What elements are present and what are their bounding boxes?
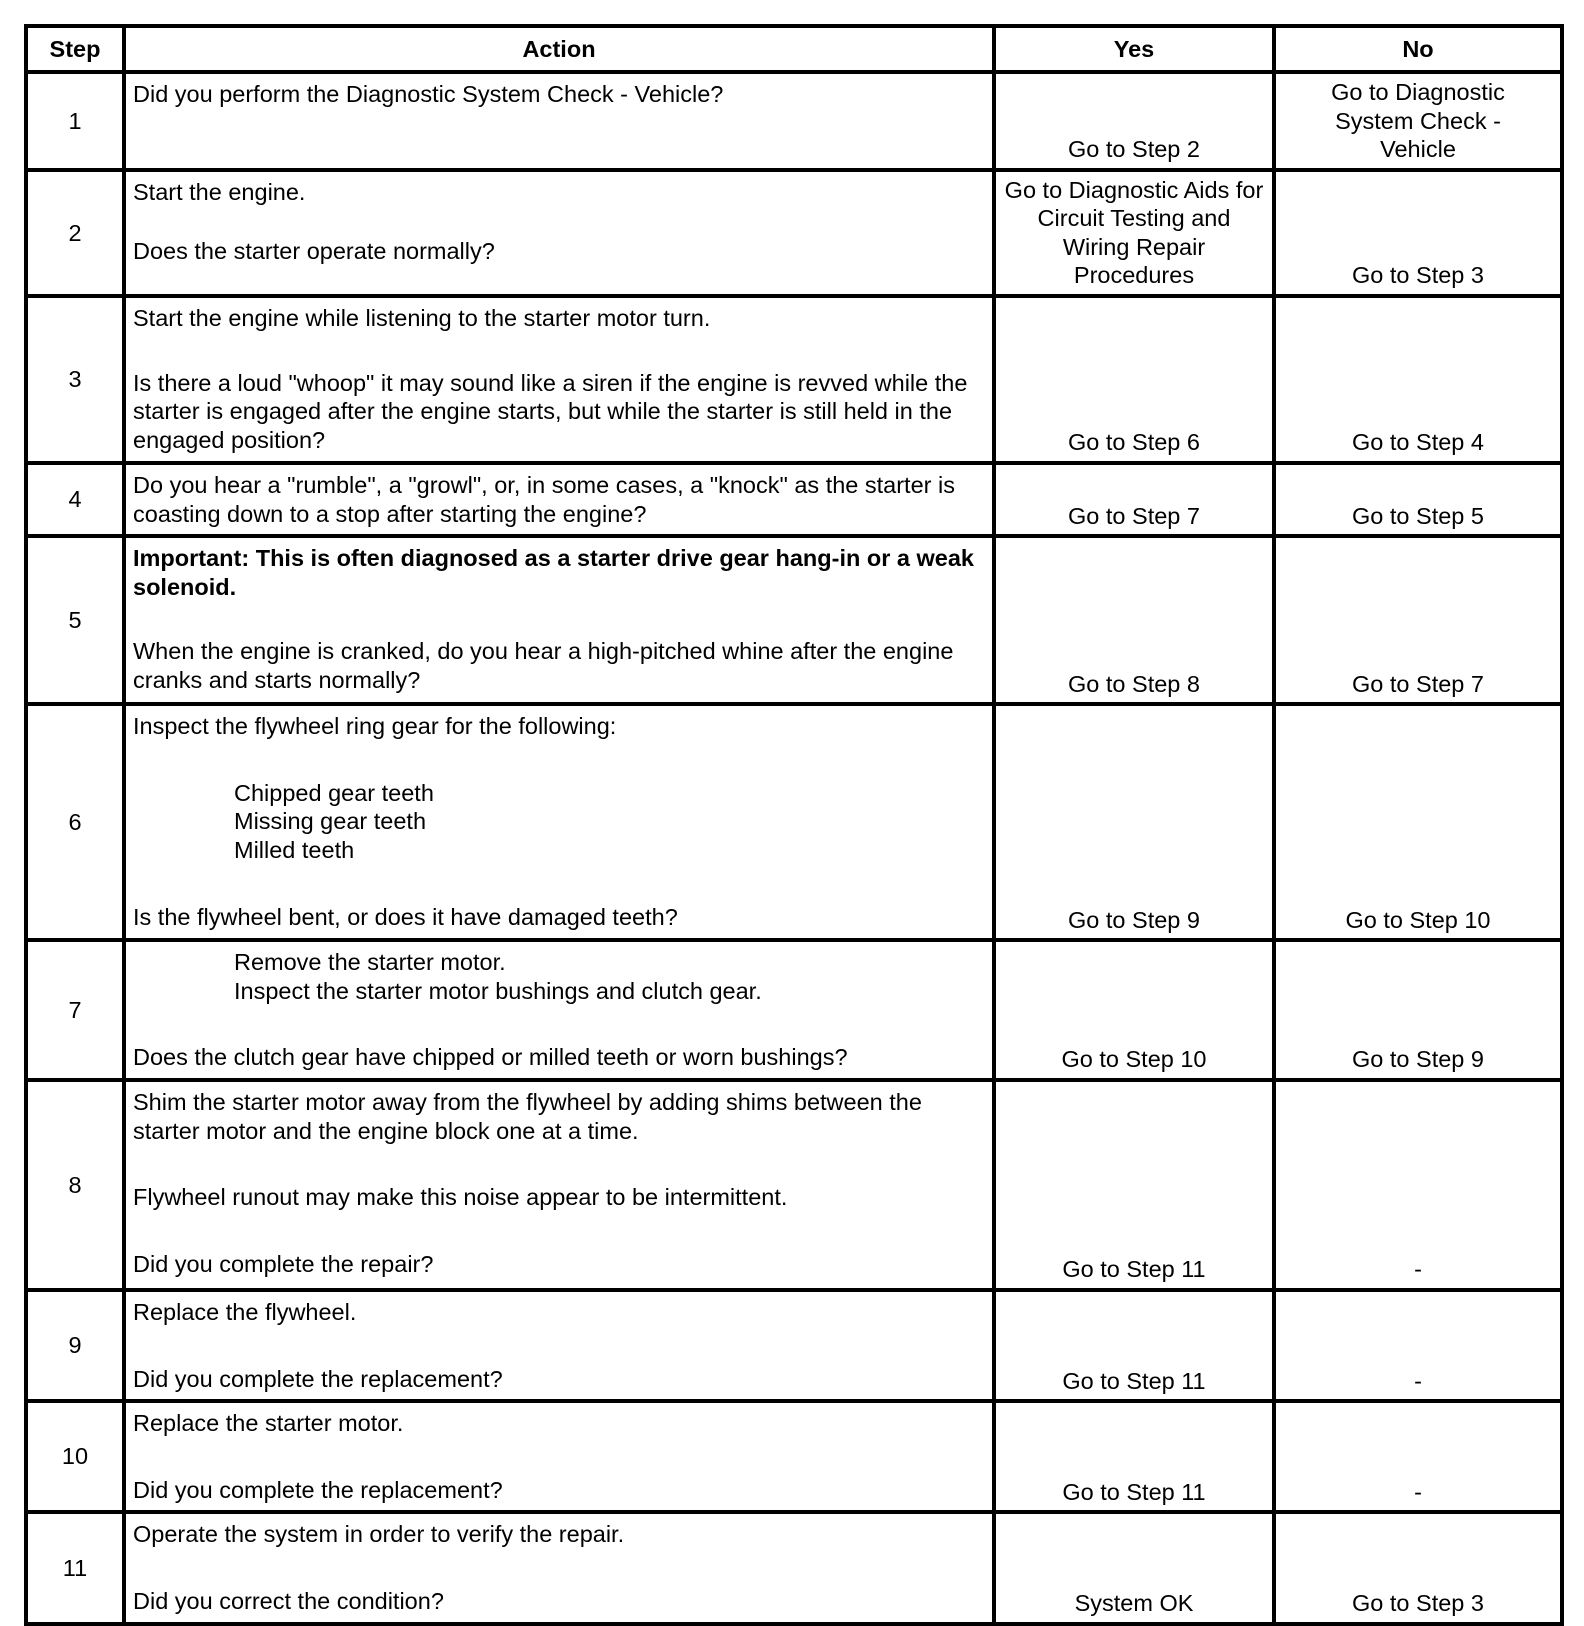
action-note: Flywheel runout may make this noise appear to be intermittent. bbox=[133, 1184, 788, 1211]
step-number: 10 bbox=[26, 1401, 124, 1512]
list-item: Inspect the starter motor bushings and clutch gear. bbox=[234, 977, 762, 1004]
table-row bbox=[26, 170, 1562, 296]
action-question: When the engine is cranked, do you hear a high-pitched whine after the engine cranks and starts normally? bbox=[133, 638, 954, 693]
yes-outcome: Go to Step 11 bbox=[994, 1401, 1274, 1512]
action-cell bbox=[124, 170, 994, 296]
yes-outcome: System OK bbox=[994, 1512, 1274, 1623]
action-cell bbox=[124, 72, 994, 170]
yes-outcome: Go to Diagnostic Aids for Circuit Testing and Wiring Repair Procedures bbox=[994, 170, 1274, 296]
step-number: 4 bbox=[26, 463, 124, 536]
list-item: Missing gear teeth bbox=[234, 808, 427, 835]
yes-outcome: Go to Step 11 bbox=[994, 1080, 1274, 1290]
important-note: Important: This is often diagnosed as a starter drive gear hang-in or a weak solenoid. bbox=[133, 545, 974, 600]
yes-outcome: Go to Step 2 bbox=[994, 72, 1274, 170]
header-no: No bbox=[1274, 26, 1562, 72]
header-step: Step bbox=[26, 26, 124, 72]
list-item: Milled teeth bbox=[234, 836, 355, 863]
no-outcome: Go to Step 3 bbox=[1274, 170, 1562, 296]
yes-outcome: Go to Step 10 bbox=[994, 940, 1274, 1080]
yes-outcome: Go to Step 6 bbox=[994, 296, 1274, 463]
action-cell bbox=[124, 940, 994, 1080]
action-question: Is the flywheel bent, or does it have damaged teeth? bbox=[133, 903, 678, 930]
step-number: 6 bbox=[26, 704, 124, 940]
step-number: 2 bbox=[26, 170, 124, 296]
no-outcome: Go to Step 10 bbox=[1274, 704, 1562, 940]
table-row bbox=[26, 1080, 1562, 1290]
action-instruction: Inspect the flywheel ring gear for the following: bbox=[133, 713, 617, 740]
action-instruction: Replace the starter motor. bbox=[133, 1410, 404, 1437]
action-instruction: Start the engine while listening to the starter motor turn. bbox=[133, 305, 711, 331]
action-question: Does the clutch gear have chipped or milled teeth or worn bushings? bbox=[133, 1044, 848, 1071]
step-number: 3 bbox=[26, 296, 124, 463]
list-item: Remove the starter motor. bbox=[234, 949, 506, 976]
table-row bbox=[26, 704, 1562, 940]
table-row bbox=[26, 72, 1562, 170]
action-cell bbox=[124, 296, 994, 463]
action-cell bbox=[124, 1080, 994, 1290]
table-row bbox=[26, 940, 1562, 1080]
table-header-row bbox=[26, 26, 1562, 72]
yes-outcome: Go to Step 8 bbox=[994, 536, 1274, 704]
action-cell bbox=[124, 704, 994, 940]
step-number: 1 bbox=[26, 72, 124, 170]
action-cell bbox=[124, 1512, 994, 1623]
step-number: 9 bbox=[26, 1290, 124, 1401]
table-row bbox=[26, 1290, 1562, 1401]
action-instruction: Operate the system in order to verify the repair. bbox=[133, 1521, 625, 1548]
table-row bbox=[26, 296, 1562, 463]
step-number: 11 bbox=[26, 1512, 124, 1623]
action-instruction: Start the engine. bbox=[133, 179, 306, 205]
no-outcome: - bbox=[1274, 1290, 1562, 1401]
action-instruction: Shim the starter motor away from the flywheel by adding shims between the starter motor and the engine block one at a time. bbox=[133, 1088, 922, 1144]
action-cell bbox=[124, 536, 994, 704]
no-outcome: Go to Step 9 bbox=[1274, 940, 1562, 1080]
step-number: 7 bbox=[26, 940, 124, 1080]
no-outcome: Go to Step 5 bbox=[1274, 463, 1562, 536]
yes-outcome: Go to Step 11 bbox=[994, 1290, 1274, 1401]
header-yes: Yes bbox=[994, 26, 1274, 72]
action-question: Did you complete the replacement? bbox=[133, 1365, 503, 1392]
diagnostic-table bbox=[24, 24, 1564, 1626]
table-row bbox=[26, 1401, 1562, 1512]
step-number: 8 bbox=[26, 1080, 124, 1290]
action-cell bbox=[124, 1290, 994, 1401]
list-item: Chipped gear teeth bbox=[234, 779, 434, 806]
action-cell bbox=[124, 1401, 994, 1512]
action-question: Did you complete the replacement? bbox=[133, 1476, 503, 1503]
table-row bbox=[26, 1512, 1562, 1623]
yes-outcome: Go to Step 7 bbox=[994, 463, 1274, 536]
yes-outcome: Go to Step 9 bbox=[994, 704, 1274, 940]
action-question: Is there a loud "whoop" it may sound like a siren if the engine is revved while the starter is engaged after the engine starts, but while the starter is still held in the engaged position? bbox=[133, 369, 968, 453]
no-outcome: - bbox=[1274, 1080, 1562, 1290]
diagnostic-procedure bbox=[24, 24, 1560, 1626]
action-question: Does the starter operate normally? bbox=[133, 237, 495, 264]
action-question: Do you hear a "rumble", a "growl", or, in some cases, a "knock" as the starter is coasting down to a stop after starting the engine? bbox=[133, 472, 955, 527]
no-outcome: Go to Step 7 bbox=[1274, 536, 1562, 704]
no-outcome: Go to Step 3 bbox=[1274, 1512, 1562, 1623]
no-outcome: Go to Diagnostic System Check - Vehicle bbox=[1274, 72, 1562, 170]
no-outcome: Go to Step 4 bbox=[1274, 296, 1562, 463]
header-action: Action bbox=[124, 26, 994, 72]
table-row bbox=[26, 463, 1562, 536]
action-question: Did you perform the Diagnostic System Check - Vehicle? bbox=[133, 81, 724, 107]
action-question: Did you correct the condition? bbox=[133, 1587, 444, 1614]
table-row bbox=[26, 536, 1562, 704]
action-question: Did you complete the repair? bbox=[133, 1250, 434, 1277]
action-instruction: Replace the flywheel. bbox=[133, 1298, 357, 1325]
no-outcome: - bbox=[1274, 1401, 1562, 1512]
action-cell bbox=[124, 463, 994, 536]
step-number: 5 bbox=[26, 536, 124, 704]
